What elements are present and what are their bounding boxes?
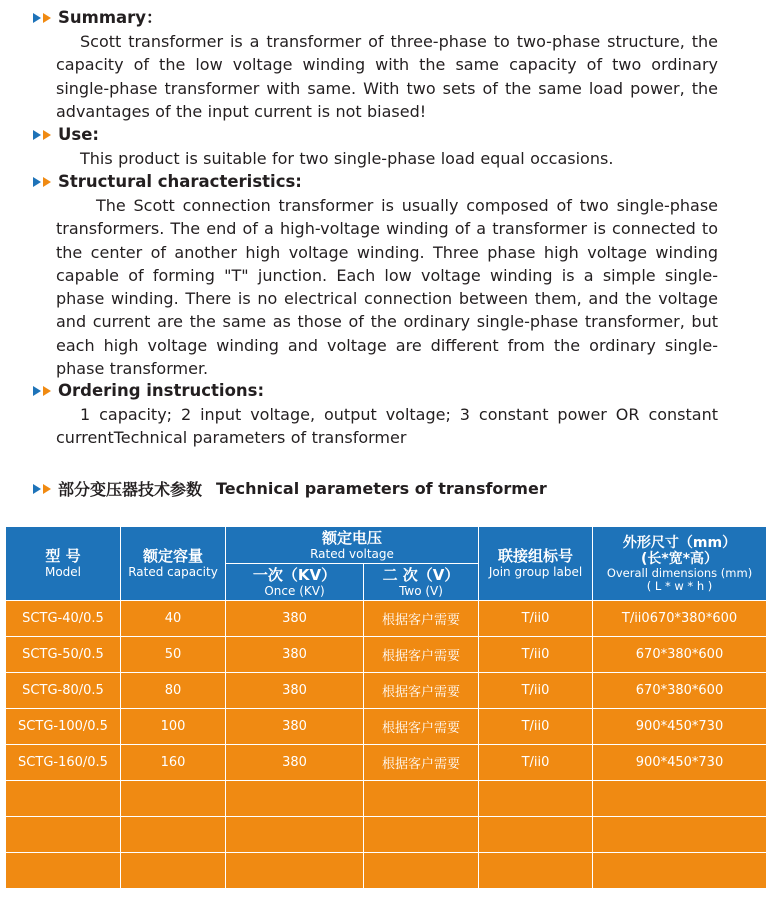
cell-dims: T/ii0670*380*600 [593, 601, 767, 637]
header-join-group: 联接组标号 Join group label [479, 527, 593, 601]
double-arrow-icon [32, 129, 54, 141]
cell-two: 根据客户需要 [364, 709, 479, 745]
cell-capacity: 50 [121, 637, 226, 673]
ordering-heading: Ordering instructions: [58, 381, 265, 400]
summary-heading-row [32, 6, 718, 30]
use-heading: Use: [58, 125, 100, 144]
use-section [32, 123, 718, 170]
double-arrow-icon [32, 12, 54, 24]
cell-join: T/ii0 [479, 601, 593, 637]
double-arrow-icon [32, 176, 54, 188]
use-text: This product is suitable for two single-phase load equal occasions. [80, 149, 614, 168]
cell-join: T/ii0 [479, 637, 593, 673]
table-row-empty [6, 817, 767, 853]
header-capacity: 额定容量 Rated capacity [121, 527, 226, 601]
cell-capacity: 80 [121, 673, 226, 709]
table-title-en: Technical parameters of transformer [216, 479, 547, 498]
cell-dims: 900*450*730 [593, 745, 767, 781]
table-row [6, 637, 767, 673]
table-row-empty [6, 781, 767, 817]
table-row [6, 745, 767, 781]
structural-section [32, 170, 718, 380]
cell-dims: 670*380*600 [593, 673, 767, 709]
header-two: 二 次（V） Two (V) [364, 564, 479, 601]
cell-join: T/ii0 [479, 673, 593, 709]
cell-two: 根据客户需要 [364, 673, 479, 709]
cell-model: SCTG-50/0.5 [6, 637, 121, 673]
cell-two: 根据客户需要 [364, 601, 479, 637]
summary-section [32, 6, 718, 123]
summary-text: Scott transformer is a transformer of three-phase to two-phase structure, the capacity of the low voltage winding with the same capacity of two ordinary single-phase transformer with same. With two sets of the same load power, the advantages of the input current is not biased! [56, 32, 718, 121]
structural-text: The Scott connection transformer is usually composed of two single-phase transformers. The end of a high-voltage winding of a transformer is connected to the center of another high voltage winding. Three phase high voltage winding capable of forming "T" junction. Each low voltage winding is a simple single-phase winding. There is no electrical connection between them, and the voltage and current are the same as those of the ordinary single-phase transformer, but each high voltage winding and voltage are different from the ordinary single-phase transformer. [56, 196, 718, 379]
header-rated-voltage: 额定电压 Rated voltage [226, 527, 479, 564]
cell-once: 380 [226, 673, 364, 709]
cell-model: SCTG-100/0.5 [6, 709, 121, 745]
cell-dims: 900*450*730 [593, 709, 767, 745]
header-model: 型 号 Model [6, 527, 121, 601]
cell-dims: 670*380*600 [593, 637, 767, 673]
cell-join: T/ii0 [479, 745, 593, 781]
use-heading-row [32, 123, 718, 147]
header-dimensions: 外形尺寸（mm） (长*宽*高） Overall dimensions (mm) ( L * w * h ) [593, 527, 767, 601]
cell-join: T/ii0 [479, 709, 593, 745]
double-arrow-icon [32, 385, 54, 397]
cell-two: 根据客户需要 [364, 745, 479, 781]
table-row [6, 673, 767, 709]
cell-two: 根据客户需要 [364, 637, 479, 673]
cell-model: SCTG-40/0.5 [6, 601, 121, 637]
table-title [32, 477, 547, 500]
cell-model: SCTG-80/0.5 [6, 673, 121, 709]
cell-capacity: 40 [121, 601, 226, 637]
structural-heading-row [32, 170, 718, 194]
cell-once: 380 [226, 709, 364, 745]
table-title-cn: 部分变压器技术参数 [58, 480, 203, 499]
structural-heading: Structural characteristics: [58, 172, 302, 191]
ordering-section [32, 379, 718, 450]
parameters-table [5, 526, 767, 889]
cell-model: SCTG-160/0.5 [6, 745, 121, 781]
summary-heading: Summary： [58, 8, 163, 27]
table-row-empty [6, 853, 767, 889]
ordering-heading-row [32, 379, 718, 403]
cell-once: 380 [226, 637, 364, 673]
cell-capacity: 160 [121, 745, 226, 781]
table-row [6, 601, 767, 637]
cell-once: 380 [226, 745, 364, 781]
table-row [6, 709, 767, 745]
cell-capacity: 100 [121, 709, 226, 745]
header-once: 一次（KV） Once (KV) [226, 564, 364, 601]
double-arrow-icon [32, 483, 54, 495]
ordering-text: 1 capacity; 2 input voltage, output voltage; 3 constant power OR constant currentTechnical parameters of transformer [56, 405, 718, 448]
cell-once: 380 [226, 601, 364, 637]
